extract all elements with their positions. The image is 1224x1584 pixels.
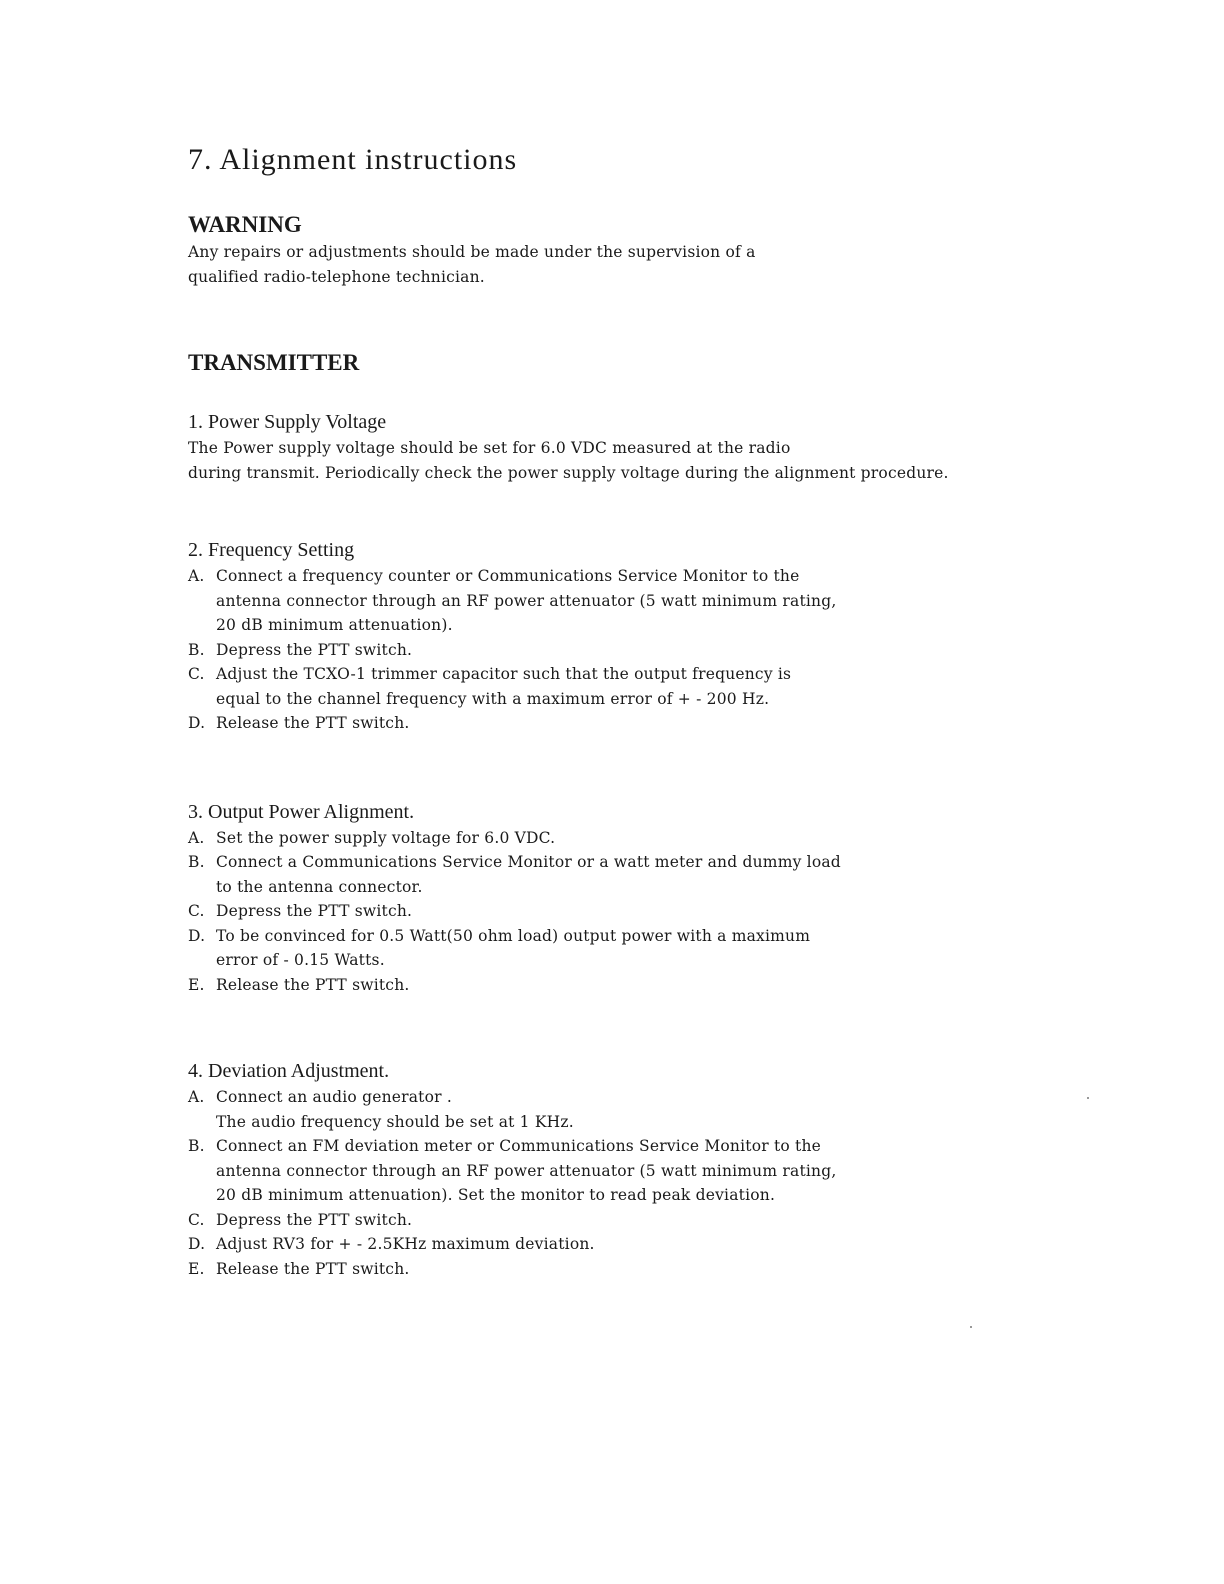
transmitter-heading: TRANSMITTER bbox=[188, 350, 360, 375]
step-letter: A. bbox=[188, 567, 205, 585]
step-text: Set the power supply voltage for 6.0 VDC. bbox=[216, 828, 556, 847]
section-title: 1. Power Supply Voltage bbox=[188, 411, 387, 433]
step-text: Depress the PTT switch. bbox=[216, 640, 413, 659]
section-paragraph-line: The Power supply voltage should be set for 6.0 VDC measured at the radio bbox=[188, 439, 791, 457]
step-text: Adjust the TCXO-1 trimmer capacitor such that the output frequency is equal to the channel frequency with a maximum error of + - 200 Hz. bbox=[216, 665, 792, 708]
step-item bbox=[188, 711, 1088, 736]
step-item bbox=[188, 826, 1088, 851]
step-letter: A. bbox=[188, 1088, 205, 1106]
step-letter: C. bbox=[188, 902, 205, 920]
step-item bbox=[188, 564, 1088, 638]
step-text: Release the PTT switch. bbox=[216, 714, 410, 732]
step-item bbox=[188, 638, 1088, 663]
step-item bbox=[188, 973, 1088, 998]
step-letter: B. bbox=[188, 853, 205, 871]
step-item bbox=[188, 899, 1088, 924]
section-power-supply bbox=[188, 408, 1088, 486]
section-title: 2. Frequency Setting bbox=[188, 539, 355, 561]
step-item bbox=[188, 1085, 1088, 1134]
step-letter: B. bbox=[188, 640, 205, 659]
step-item bbox=[188, 850, 1088, 899]
step-letter: C. bbox=[188, 665, 205, 683]
step-text: Depress the PTT switch. bbox=[216, 1210, 413, 1229]
step-item bbox=[188, 924, 1088, 973]
section-frequency-setting bbox=[188, 536, 1088, 736]
section-deviation-adjustment bbox=[188, 1057, 1088, 1281]
step-letter: B. bbox=[188, 1137, 205, 1155]
step-letter: D. bbox=[188, 1235, 206, 1253]
step-text: Connect a Communications Service Monitor or a watt meter and dummy load to the antenna connector. bbox=[216, 853, 841, 896]
step-text: Depress the PTT switch. bbox=[216, 902, 413, 920]
section-title: 4. Deviation Adjustment. bbox=[188, 1060, 390, 1082]
step-letter: E. bbox=[188, 975, 205, 994]
step-text: Connect an audio generator . The audio frequency should be set at 1 KHz. bbox=[216, 1088, 574, 1131]
step-text: Connect a frequency counter or Communications Service Monitor to the antenna connector through an RF power attenuator (5 watt minimum rating, 20 dB minimum attenuation). bbox=[216, 567, 837, 634]
step-item bbox=[188, 1134, 1088, 1208]
warning-line: Any repairs or adjustments should be made under the supervision of a bbox=[188, 243, 756, 261]
step-item bbox=[188, 1257, 1088, 1282]
step-letter: E. bbox=[188, 1259, 205, 1278]
step-item bbox=[188, 1208, 1088, 1233]
step-letter: D. bbox=[188, 714, 206, 732]
section-paragraph-line: during transmit. Periodically check the power supply voltage during the alignment procedure. bbox=[188, 464, 949, 482]
step-letter: D. bbox=[188, 926, 206, 945]
page-title: 7. Alignment instructions bbox=[188, 143, 518, 176]
step-letter: A. bbox=[188, 828, 205, 847]
step-item bbox=[188, 662, 1088, 711]
section-output-power bbox=[188, 798, 1088, 998]
step-text: Connect an FM deviation meter or Communications Service Monitor to the antenna connector through an RF power attenuator (5 watt minimum rating, 20 dB minimum attenuation). Set the monitor to read peak deviation. bbox=[216, 1137, 837, 1204]
step-text: To be convinced for 0.5 Watt(50 ohm load) output power with a maximum error of - 0.15 Watts. bbox=[216, 926, 811, 969]
section-title: 3. Output Power Alignment. bbox=[188, 800, 415, 823]
step-item bbox=[188, 1232, 1088, 1257]
step-letter: C. bbox=[188, 1210, 205, 1229]
scan-speck bbox=[1087, 1097, 1089, 1099]
step-text: Release the PTT switch. bbox=[216, 1259, 410, 1278]
document-page bbox=[188, 140, 1088, 1281]
warning-heading: WARNING bbox=[188, 212, 302, 237]
step-text: Adjust RV3 for + - 2.5KHz maximum deviation. bbox=[216, 1235, 595, 1253]
scan-speck bbox=[970, 1326, 972, 1328]
step-text: Release the PTT switch. bbox=[216, 975, 410, 994]
warning-line: qualified radio-telephone technician. bbox=[188, 268, 485, 286]
